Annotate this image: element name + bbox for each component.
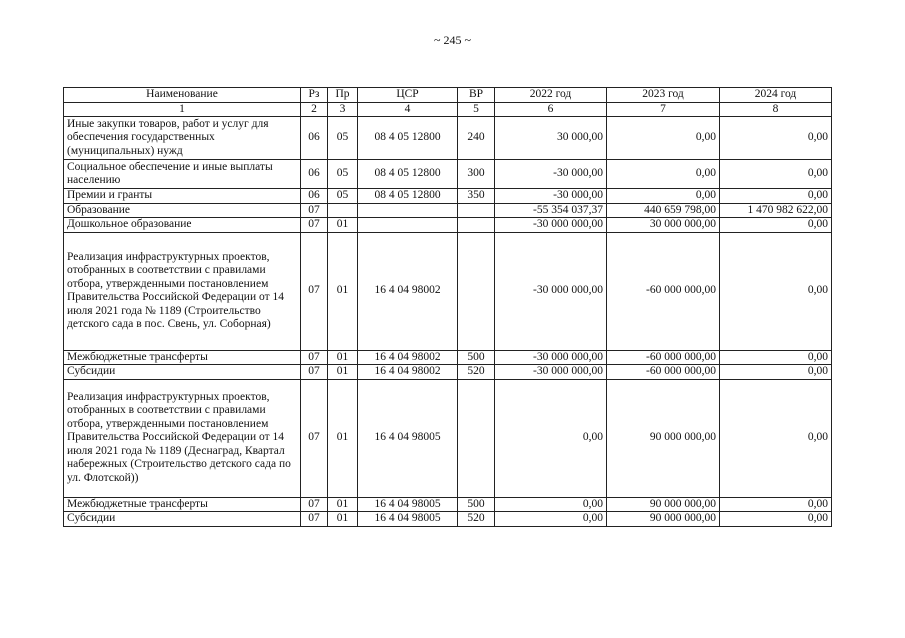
row-2022: -30 000,00	[495, 160, 607, 189]
row-csr: 16 4 04 98005	[358, 379, 458, 497]
column-number: 5	[458, 102, 495, 117]
header-2022: 2022 год	[495, 88, 607, 103]
row-name: Субсидии	[64, 365, 301, 380]
row-vr: 520	[458, 512, 495, 527]
row-pr: 01	[328, 350, 358, 365]
row-vr: 520	[458, 365, 495, 380]
row-2022: 0,00	[495, 512, 607, 527]
row-2022: 30 000,00	[495, 117, 607, 160]
header-vr: ВР	[458, 88, 495, 103]
row-2022: -30 000 000,00	[495, 350, 607, 365]
table-row	[64, 497, 832, 512]
column-number: 2	[301, 102, 328, 117]
row-pr: 01	[328, 512, 358, 527]
row-csr: 16 4 04 98002	[358, 365, 458, 380]
row-name: Дошкольное образование	[64, 218, 301, 233]
row-name: Реализация инфраструктурных проектов, отобранных в соответствии с правилами отбора, утвержденными постановлением Правительства Российской Федерации от 14 июля 2021 года № 1189 (Строительство детского сада в пос. Свень, ул. Соборная)	[64, 232, 301, 350]
row-2024: 1 470 982 622,00	[720, 203, 832, 218]
row-vr: 500	[458, 497, 495, 512]
row-vr	[458, 232, 495, 350]
row-vr	[458, 218, 495, 233]
page-number: ~ 245 ~	[434, 33, 471, 47]
table-row	[64, 350, 832, 365]
row-rz: 07	[301, 218, 328, 233]
row-2023: -60 000 000,00	[607, 365, 720, 380]
row-2024: 0,00	[720, 379, 832, 497]
row-csr: 16 4 04 98002	[358, 350, 458, 365]
row-2023: 30 000 000,00	[607, 218, 720, 233]
row-rz: 07	[301, 350, 328, 365]
row-pr: 01	[328, 497, 358, 512]
row-2023: -60 000 000,00	[607, 232, 720, 350]
row-2022: -30 000 000,00	[495, 232, 607, 350]
row-2023: 0,00	[607, 160, 720, 189]
row-csr: 08 4 05 12800	[358, 189, 458, 204]
row-2022: -55 354 037,37	[495, 203, 607, 218]
row-vr: 350	[458, 189, 495, 204]
header-2024: 2024 год	[720, 88, 832, 103]
row-csr: 16 4 04 98005	[358, 512, 458, 527]
row-csr	[358, 218, 458, 233]
row-pr: 05	[328, 117, 358, 160]
column-number: 7	[607, 102, 720, 117]
row-pr: 05	[328, 189, 358, 204]
row-2023: 440 659 798,00	[607, 203, 720, 218]
table-row	[64, 160, 832, 189]
row-2024: 0,00	[720, 117, 832, 160]
row-2024: 0,00	[720, 350, 832, 365]
column-number: 3	[328, 102, 358, 117]
row-name: Образование	[64, 203, 301, 218]
row-2022: -30 000 000,00	[495, 218, 607, 233]
header-name: Наименование	[64, 88, 301, 103]
row-rz: 07	[301, 379, 328, 497]
row-csr: 16 4 04 98002	[358, 232, 458, 350]
row-2022: -30 000,00	[495, 189, 607, 204]
row-2024: 0,00	[720, 218, 832, 233]
row-2023: 90 000 000,00	[607, 379, 720, 497]
column-number: 8	[720, 102, 832, 117]
table-row	[64, 379, 832, 497]
table-row	[64, 512, 832, 527]
row-pr	[328, 203, 358, 218]
column-number: 6	[495, 102, 607, 117]
row-2023: 0,00	[607, 117, 720, 160]
row-pr: 05	[328, 160, 358, 189]
row-2022: 0,00	[495, 379, 607, 497]
row-vr: 500	[458, 350, 495, 365]
row-name: Иные закупки товаров, работ и услуг для обеспечения государственных (муниципальных) нужд	[64, 117, 301, 160]
row-2024: 0,00	[720, 232, 832, 350]
row-2024: 0,00	[720, 365, 832, 380]
header-2023: 2023 год	[607, 88, 720, 103]
table-row	[64, 117, 832, 160]
row-2022: -30 000 000,00	[495, 365, 607, 380]
header-csr: ЦСР	[358, 88, 458, 103]
row-2024: 0,00	[720, 160, 832, 189]
row-rz: 07	[301, 365, 328, 380]
row-rz: 07	[301, 512, 328, 527]
column-number: 4	[358, 102, 458, 117]
row-rz: 06	[301, 160, 328, 189]
row-name: Межбюджетные трансферты	[64, 350, 301, 365]
row-name: Социальное обеспечение и иные выплаты населению	[64, 160, 301, 189]
header-rz: Рз	[301, 88, 328, 103]
column-number: 1	[64, 102, 301, 117]
row-rz: 07	[301, 232, 328, 350]
row-2024: 0,00	[720, 512, 832, 527]
column-number-row	[64, 102, 832, 117]
row-csr	[358, 203, 458, 218]
table-row	[64, 203, 832, 218]
row-rz: 07	[301, 203, 328, 218]
row-2023: 90 000 000,00	[607, 512, 720, 527]
row-name: Субсидии	[64, 512, 301, 527]
row-csr: 16 4 04 98005	[358, 497, 458, 512]
row-csr: 08 4 05 12800	[358, 117, 458, 160]
table-row	[64, 232, 832, 350]
header-pr: Пр	[328, 88, 358, 103]
table-row	[64, 218, 832, 233]
row-pr: 01	[328, 218, 358, 233]
row-vr: 240	[458, 117, 495, 160]
header-row	[64, 88, 832, 103]
row-pr: 01	[328, 232, 358, 350]
row-rz: 06	[301, 117, 328, 160]
table-row	[64, 189, 832, 204]
row-name: Реализация инфраструктурных проектов, отобранных в соответствии с правилами отбора, утвержденными постановлением Правительства Российской Федерации от 14 июля 2021 года № 1189 (Деснаград, Квартал набережных (Строительство детского сада по ул. Флотской))	[64, 379, 301, 497]
row-vr	[458, 203, 495, 218]
row-pr: 01	[328, 365, 358, 380]
row-rz: 07	[301, 497, 328, 512]
row-2022: 0,00	[495, 497, 607, 512]
row-vr	[458, 379, 495, 497]
row-csr: 08 4 05 12800	[358, 160, 458, 189]
row-name: Премии и гранты	[64, 189, 301, 204]
row-vr: 300	[458, 160, 495, 189]
row-pr: 01	[328, 379, 358, 497]
row-2024: 0,00	[720, 497, 832, 512]
table-row	[64, 365, 832, 380]
row-name: Межбюджетные трансферты	[64, 497, 301, 512]
row-2023: 90 000 000,00	[607, 497, 720, 512]
row-2024: 0,00	[720, 189, 832, 204]
row-2023: 0,00	[607, 189, 720, 204]
budget-table	[63, 87, 832, 527]
row-2023: -60 000 000,00	[607, 350, 720, 365]
row-rz: 06	[301, 189, 328, 204]
